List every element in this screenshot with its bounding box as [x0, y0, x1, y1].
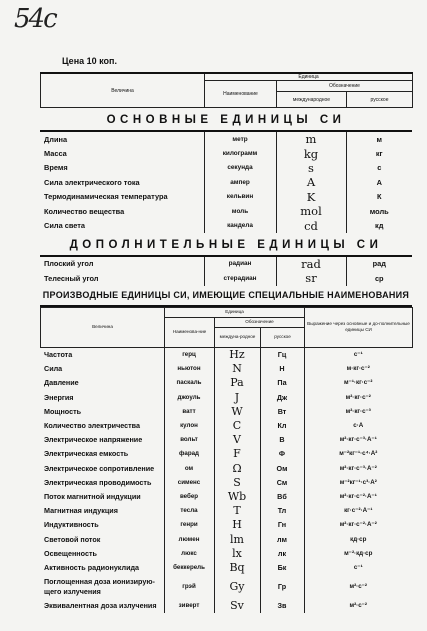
- header-quantity: Величина: [41, 73, 205, 108]
- header-designation: Обозначение: [277, 81, 413, 92]
- table-row: [40, 461, 412, 475]
- expression-cell: кг·с⁻²·А⁻¹: [344, 507, 373, 515]
- table-row: [40, 546, 412, 560]
- table-row: [40, 599, 412, 613]
- unit-name-cell: генри: [164, 518, 214, 532]
- unit-name-cell: радиан: [204, 257, 276, 271]
- international-symbol-cell: Bq: [214, 560, 260, 574]
- unit-name-cell: герц: [164, 348, 214, 362]
- derived-header-designation: Обозначение: [215, 317, 305, 327]
- russian-symbol-cell: Гц: [260, 348, 304, 362]
- table-row: [40, 204, 412, 218]
- expression-cell: м²·кг·с⁻²: [345, 393, 371, 401]
- russian-symbol-cell: Тл: [260, 504, 304, 518]
- table-row: [40, 376, 412, 390]
- table-row: [40, 418, 412, 432]
- unit-name-cell: грэй: [164, 575, 214, 599]
- quantity-cell: Термодинамическая температура: [44, 192, 168, 202]
- unit-name-cell: секунда: [204, 161, 276, 175]
- russian-symbol-cell: кд: [375, 221, 384, 231]
- table-row: [40, 489, 412, 503]
- international-symbol-cell: W: [214, 404, 260, 418]
- quantity-cell: Магнитная индукция: [44, 506, 118, 516]
- table-row: [40, 518, 412, 532]
- russian-symbol-cell: лм: [260, 532, 304, 546]
- quantity-cell: Поглощенная доза ионизирую-щего излучения: [44, 576, 155, 596]
- table-row: [40, 560, 412, 574]
- unit-name-cell: кулон: [164, 418, 214, 432]
- unit-name-cell: паскаль: [164, 376, 214, 390]
- expression-cell: м·кг·с⁻²: [346, 365, 370, 373]
- russian-symbol-cell: Вт: [260, 404, 304, 418]
- russian-symbol-cell: К: [376, 192, 382, 202]
- unit-name-cell: вебер: [164, 489, 214, 503]
- international-symbol-cell: lm: [214, 532, 260, 546]
- quantity-cell: Мощность: [44, 406, 82, 416]
- header-unit: Единица: [205, 73, 413, 81]
- russian-symbol-cell: Ф: [260, 447, 304, 461]
- expression-cell: м⁻²кг⁻¹·с³·А²: [339, 478, 377, 486]
- handwritten-mark: 54c: [14, 4, 56, 34]
- international-symbol-cell: rad: [276, 257, 346, 271]
- expression-cell: м⁻²кг⁻¹·с⁴·А²: [339, 450, 378, 458]
- russian-symbol-cell: См: [260, 475, 304, 489]
- expression-cell: м²·кг·с⁻³·А⁻¹: [339, 436, 377, 444]
- quantity-cell: Сила: [44, 364, 63, 374]
- table-row: [40, 271, 412, 285]
- unit-name-cell: фарад: [164, 447, 214, 461]
- quantity-cell: Энергия: [44, 392, 74, 402]
- russian-symbol-cell: лк: [260, 546, 304, 560]
- derived-header-russian: русское: [261, 327, 305, 347]
- quantity-cell: Давление: [44, 378, 79, 388]
- quantity-cell: Сила электрического тока: [44, 177, 140, 187]
- si-units-sheet: [40, 72, 412, 613]
- header-international: международное: [277, 92, 347, 108]
- unit-name-cell: сименс: [164, 475, 214, 489]
- russian-symbol-cell: Н: [260, 362, 304, 376]
- table-row: [40, 218, 412, 232]
- unit-name-cell: люмен: [164, 532, 214, 546]
- table-row: [40, 348, 412, 362]
- supplementary-units-table: [40, 257, 412, 286]
- quantity-cell: Электрическая емкость: [44, 449, 129, 459]
- table-row: [40, 257, 412, 271]
- russian-symbol-cell: Дж: [260, 390, 304, 404]
- derived-header-expression: Выражение через основные и до-полнительные единицы СИ: [305, 307, 413, 347]
- international-symbol-cell: Pa: [214, 376, 260, 390]
- expression-cell: м⁻¹·кг·с⁻²: [344, 379, 373, 387]
- table-row: [40, 575, 412, 599]
- quantity-cell: Поток магнитной индукции: [44, 491, 141, 501]
- table-row: [40, 390, 412, 404]
- quantity-cell: Электрическое сопротивление: [44, 463, 155, 473]
- russian-symbol-cell: А: [376, 177, 382, 187]
- quantity-cell: Количество электричества: [44, 421, 140, 431]
- derived-header-international: междуна-родное: [215, 327, 261, 347]
- expression-cell: м²·с⁻²: [349, 583, 367, 591]
- unit-name-cell: люкс: [164, 546, 214, 560]
- russian-symbol-cell: Кл: [260, 418, 304, 432]
- international-symbol-cell: F: [214, 447, 260, 461]
- unit-name-cell: кельвин: [204, 190, 276, 204]
- quantity-cell: Количество вещества: [44, 206, 125, 216]
- quantity-cell: Световой поток: [44, 534, 101, 544]
- expression-cell: м²·с⁻²: [349, 602, 367, 610]
- unit-name-cell: тесла: [164, 504, 214, 518]
- derived-units-table: [40, 348, 412, 613]
- expression-cell: м⁻²·кд·ср: [344, 549, 373, 557]
- international-symbol-cell: K: [276, 190, 346, 204]
- table-row: [40, 433, 412, 447]
- international-symbol-cell: mol: [276, 204, 346, 218]
- quantity-cell: Масса: [44, 149, 67, 159]
- international-symbol-cell: C: [214, 418, 260, 432]
- derived-units-title: ПРОИЗВОДНЫЕ ЕДИНИЦЫ СИ, ИМЕЮЩИЕ СПЕЦИАЛЬНЫЕ НАИМЕНОВАНИЯ: [40, 286, 412, 307]
- russian-symbol-cell: рад: [372, 259, 386, 269]
- international-symbol-cell: S: [214, 475, 260, 489]
- international-symbol-cell: sr: [276, 271, 346, 285]
- quantity-cell: Длина: [44, 134, 68, 144]
- quantity-cell: Электрическое напряжение: [44, 435, 143, 445]
- international-symbol-cell: A: [276, 175, 346, 189]
- international-symbol-cell: V: [214, 433, 260, 447]
- international-symbol-cell: lx: [214, 546, 260, 560]
- header-russian: русское: [347, 92, 413, 108]
- quantity-cell: Частота: [44, 350, 73, 360]
- russian-symbol-cell: кг: [375, 149, 383, 159]
- table-row: [40, 190, 412, 204]
- russian-symbol-cell: моль: [369, 206, 389, 216]
- table-row: [40, 146, 412, 160]
- russian-symbol-cell: Зв: [260, 599, 304, 613]
- unit-name-cell: вольт: [164, 433, 214, 447]
- quantity-cell: Освещенность: [44, 548, 97, 558]
- russian-symbol-cell: Бк: [260, 560, 304, 574]
- table-row: [40, 504, 412, 518]
- unit-name-cell: джоуль: [164, 390, 214, 404]
- quantity-cell: Телесный угол: [44, 273, 99, 283]
- unit-name-cell: моль: [204, 204, 276, 218]
- expression-cell: м²·кг·с⁻²·А⁻¹: [339, 492, 377, 500]
- unit-name-cell: метр: [204, 132, 276, 146]
- expression-cell: с⁻¹: [353, 351, 363, 359]
- russian-symbol-cell: Вб: [260, 489, 304, 503]
- expression-cell: кд·ср: [350, 535, 367, 543]
- international-symbol-cell: H: [214, 518, 260, 532]
- price-label: Цена 10 коп.: [62, 56, 117, 66]
- expression-cell: м²·кг·с⁻³: [345, 407, 371, 415]
- international-symbol-cell: m: [276, 132, 346, 146]
- basic-units-title: ОСНОВНЫЕ ЕДИНИЦЫ СИ: [40, 108, 412, 132]
- unit-name-cell: стерадиан: [204, 271, 276, 285]
- expression-cell: с⁻¹: [353, 563, 363, 571]
- international-symbol-cell: Ω: [214, 461, 260, 475]
- russian-symbol-cell: Гр: [260, 575, 304, 599]
- table-row: [40, 532, 412, 546]
- quantity-cell: Время: [44, 163, 68, 173]
- international-symbol-cell: Sv: [214, 599, 260, 613]
- international-symbol-cell: s: [276, 161, 346, 175]
- unit-name-cell: килограмм: [204, 146, 276, 160]
- international-symbol-cell: Hz: [214, 348, 260, 362]
- supplementary-units-title: ДОПОЛНИТЕЛЬНЫЕ ЕДИНИЦЫ СИ: [40, 233, 412, 257]
- derived-header-unit: Единица: [165, 307, 305, 317]
- expression-cell: м²·кг·с⁻³·А⁻²: [339, 464, 377, 472]
- quantity-cell: Электрическая проводимость: [44, 477, 152, 487]
- table-row: [40, 161, 412, 175]
- table-row: [40, 447, 412, 461]
- table-row: [40, 362, 412, 376]
- basic-units-table: [40, 132, 412, 233]
- unit-name-cell: зиверт: [164, 599, 214, 613]
- unit-name-cell: ампер: [204, 175, 276, 189]
- international-symbol-cell: cd: [276, 218, 346, 232]
- russian-symbol-cell: Ом: [260, 461, 304, 475]
- russian-symbol-cell: с: [377, 163, 382, 173]
- unit-name-cell: ом: [164, 461, 214, 475]
- table-row: [40, 404, 412, 418]
- quantity-cell: Активность радионуклида: [44, 562, 140, 572]
- table-row: [40, 475, 412, 489]
- russian-symbol-cell: Гн: [260, 518, 304, 532]
- russian-symbol-cell: В: [260, 433, 304, 447]
- international-symbol-cell: kg: [276, 146, 346, 160]
- main-header-table: [40, 72, 413, 108]
- russian-symbol-cell: Па: [260, 376, 304, 390]
- header-name: Наименование: [205, 81, 277, 108]
- table-row: [40, 175, 412, 189]
- unit-name-cell: кандела: [204, 218, 276, 232]
- russian-symbol-cell: м: [376, 134, 382, 144]
- international-symbol-cell: Wb: [214, 489, 260, 503]
- quantity-cell: Индуктивность: [44, 520, 99, 530]
- derived-header-name: Наименова-ние: [165, 317, 215, 347]
- international-symbol-cell: J: [214, 390, 260, 404]
- derived-header-quantity: Величина: [41, 307, 165, 347]
- unit-name-cell: ньютон: [164, 362, 214, 376]
- quantity-cell: Сила света: [44, 221, 86, 231]
- russian-symbol-cell: ср: [374, 273, 384, 283]
- unit-name-cell: беккерель: [164, 560, 214, 574]
- derived-header-table: [40, 307, 413, 348]
- unit-name-cell: ватт: [164, 404, 214, 418]
- table-row: [40, 132, 412, 146]
- quantity-cell: Плоский угол: [44, 259, 94, 269]
- international-symbol-cell: Gy: [214, 575, 260, 599]
- expression-cell: с·А: [353, 422, 364, 430]
- expression-cell: м²·кг·с⁻²·А⁻²: [339, 521, 377, 529]
- international-symbol-cell: T: [214, 504, 260, 518]
- international-symbol-cell: N: [214, 362, 260, 376]
- quantity-cell: Эквивалентная доза излучения: [44, 601, 157, 611]
